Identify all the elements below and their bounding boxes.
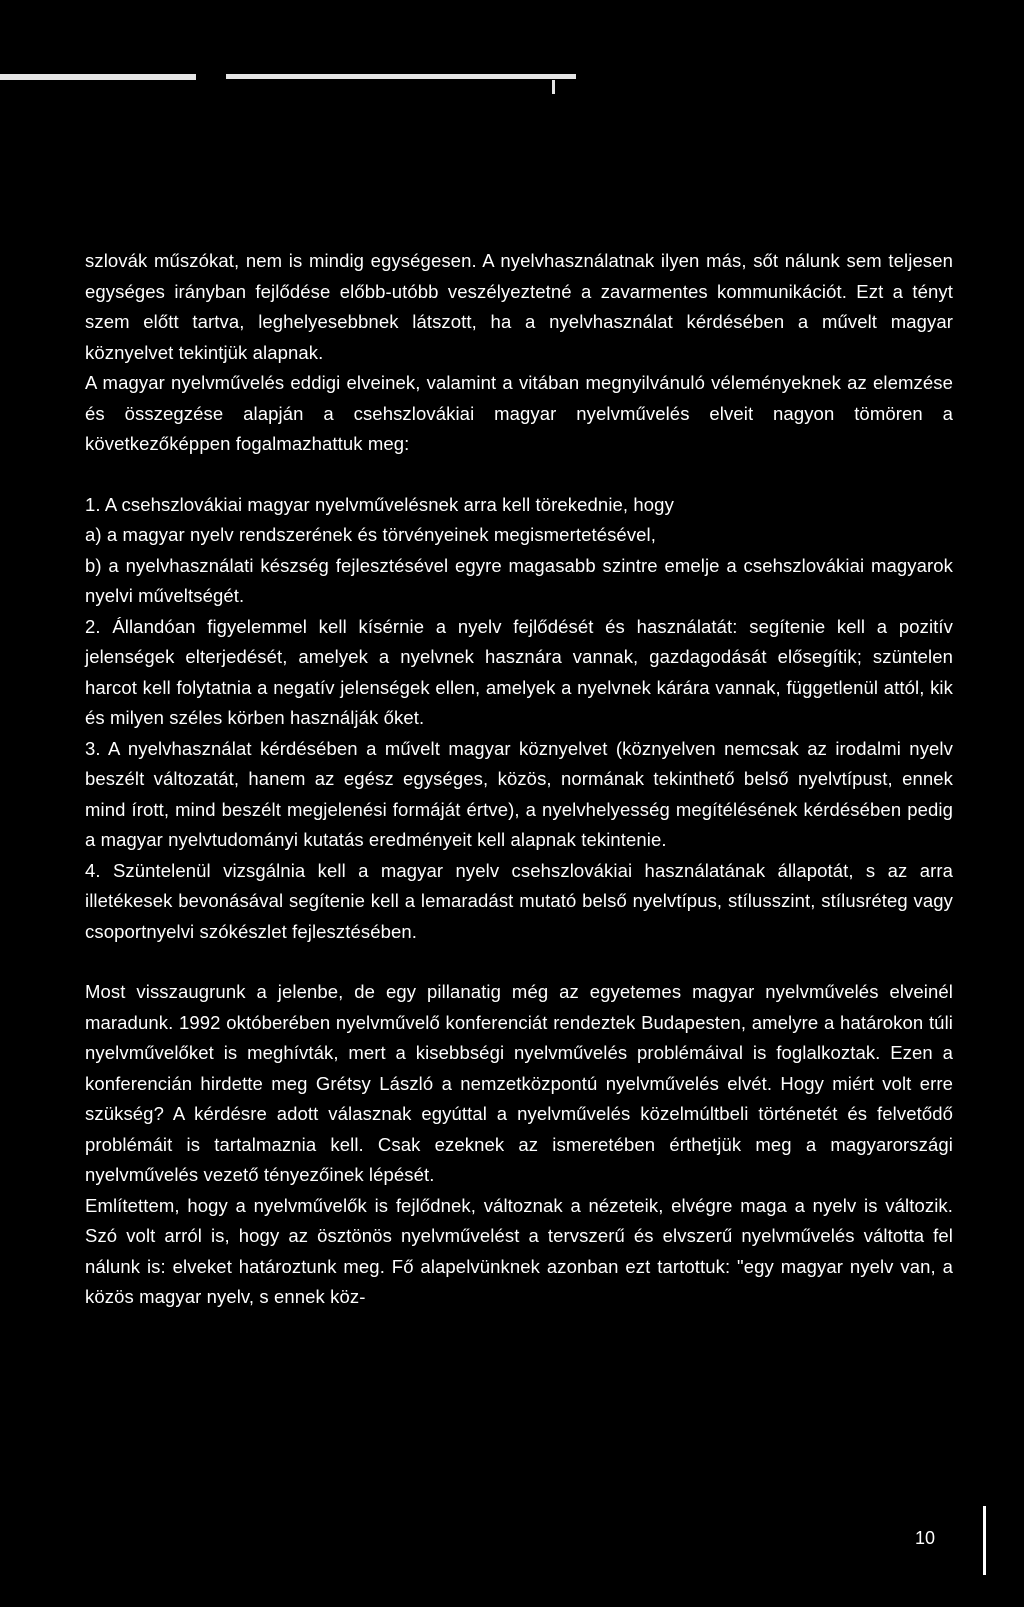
scan-artifact-right xyxy=(226,74,576,79)
paragraph-principles-summary: A magyar nyelvművelés eddigi elveinek, valamint a vitában megnyilvánuló véleményeknek az elemzése és összegzése alapján a csehszlovákiai magyar nyelvművelés elveit nagyon tömören a következőképpen fogalmazhattuk meg: xyxy=(85,372,953,454)
page-body xyxy=(85,246,953,1313)
paragraph-intro: szlovák műszókat, nem is mindig egységesen. A nyelvhasználatnak ilyen más, sőt nálunk sem teljesen egységes irányban fejlődése előbb-utóbb veszélyeztetné a zavarmentes kommunikációt. Ezt a tényt szem előtt tartva, leghelyesebbnek látszott, ha a nyelvhasználat kérdésében a művelt magyar köznyelvet tekintjük alapnak. xyxy=(85,250,953,363)
paragraph-present: Most visszaugrunk a jelenbe, de egy pillanatig még az egyetemes magyar nyelvművelés elveinél maradunk. 1992 októberében nyelvművelő konferenciát rendeztek Budapesten, amelyre a határokon túli nyelvművelőket is meghívták, mert a kisebbségi nyelvművelés problémáival is foglalkoztak. Ezen a konferencián hirdette meg Grétsy László a nemzetközpontú nyelvművelés elvét. Hogy miért volt erre szükség? A kérdésre adott válasznak egyúttal a nyelvművelés közelmúltbeli történetét és felvetődő problémáit is tartalmaznia kell. Csak ezeknek az ismeretében érthetjük meg a magyarországi nyelvművelés vezető tényezőinek lépését. xyxy=(85,981,953,1185)
principle-3: 3. A nyelvhasználat kérdésében a művelt magyar köznyelvet (köznyelven nemcsak az irodalmi nyelv beszélt változatát, hanem az egész egységes, közös, normának tekinthető belső nyelvtípust, ennek mind írott, mind beszélt megjelenési formáját értve), a nyelvhelyesség megítélésének kérdésében pedig a magyar nyelvtudományi kutatás eredményeit kell alapnak tekintenie. xyxy=(85,737,953,850)
principle-1: 1. A csehszlovákiai magyar nyelvművelésnek arra kell törekednie, hogy xyxy=(85,493,674,515)
principle-4: 4. Szüntelenül vizsgálnia kell a magyar nyelv csehszlovákiai használatának állapotát, s az arra illetékesek bevonásával segítenie kell a lemaradást mutató belső nyelvtípus, stílusszint, stílusréteg vagy csoportnyelvi szókészlet fejlesztésében. xyxy=(85,859,953,942)
scan-artifact-left xyxy=(0,74,196,80)
principle-1b: b) a nyelvhasználati készség fejlesztésével egyre magasabb szintre emelje a csehszlovákiai magyarok nyelvi műveltségét. xyxy=(85,554,953,606)
principle-1a: a) a magyar nyelv rendszerének és törvényeinek megismertetésével, xyxy=(85,524,657,545)
scan-artifact-tick xyxy=(552,80,555,94)
paragraph-evolution: Említettem, hogy a nyelvművelők is fejlődnek, változnak a nézeteik, elvégre maga a nyelv is változik. Szó volt arról is, hogy az ösztönös nyelvművelést a tervszerű és elvszerű nyelvművelés váltotta fel nálunk is: elveket határoztunk meg. Fő alapelvünknek azonban ezt tartottuk: "egy magyar nyelv van, a közös magyar nyelv, s ennek köz- xyxy=(85,1194,953,1307)
footer-rule xyxy=(983,1506,986,1575)
principle-2: 2. Állandóan figyelemmel kell kísérnie a nyelv fejlődését és használatát: segítenie kell a pozitív jelenségek elterjedését, amelyek a nyelvnek hasznára vannak, gazdagodását elősegítik; szüntelen harcot kell folytatnia a negatív jelenségek ellen, amelyek a nyelvnek kárára vannak, függetlenül attól, kik és milyen széles körben használják őket. xyxy=(85,615,953,728)
page-number: 10 xyxy=(915,1528,936,1548)
